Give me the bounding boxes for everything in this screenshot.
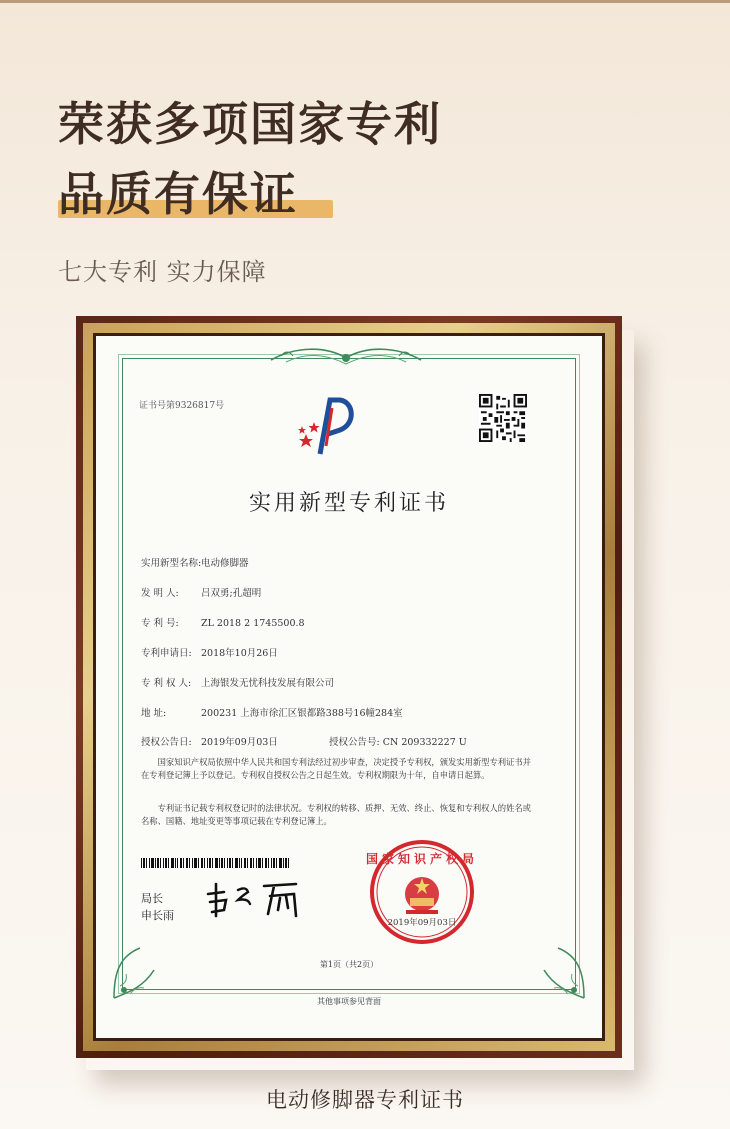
frame-gold-moulding bbox=[83, 323, 615, 1051]
field-label: 专 利 权 人: bbox=[141, 678, 192, 689]
field-value: 电动修脚器 bbox=[201, 558, 249, 569]
field-value: CN 209332227 U bbox=[382, 737, 467, 748]
patent-office-logo-icon bbox=[296, 394, 356, 456]
seal-text: 国家知识产权局 bbox=[366, 852, 479, 866]
field-label: 实用新型名称: bbox=[141, 558, 202, 569]
qr-code-icon bbox=[479, 394, 527, 442]
field-grant-date bbox=[141, 734, 278, 748]
barcode-icon bbox=[141, 858, 291, 868]
headline-line2-wrap bbox=[58, 158, 298, 224]
field-label: 授权公告日: bbox=[141, 737, 192, 748]
top-ornament-icon bbox=[266, 344, 426, 370]
field-patentee bbox=[141, 675, 334, 689]
field-value: 上海银发无忧科技发展有限公司 bbox=[201, 678, 335, 689]
field-name bbox=[141, 555, 249, 569]
seal-date: 2019年09月03日 bbox=[387, 918, 457, 928]
field-label: 授权公告号: bbox=[329, 737, 380, 748]
corner-ornament-bottom-right-icon bbox=[528, 942, 588, 1002]
certificate-title: 实用新型专利证书 bbox=[248, 491, 449, 516]
seal-text-layer bbox=[366, 836, 478, 948]
handwritten-signature-icon bbox=[204, 876, 314, 922]
certificate-frame bbox=[76, 316, 622, 1058]
signer-block bbox=[141, 890, 174, 924]
certificate-paper bbox=[96, 336, 602, 1038]
field-label: 专 利 号: bbox=[141, 618, 179, 629]
certificate-paragraph-2: 专利证书记载专利权登记时的法律状况。专利权的转移、质押、无效、终止、恢复和专利权人的姓名或名称、国籍、地址变更等事项记载在专利登记簿上。 bbox=[141, 803, 531, 826]
certificate-caption: 电动修脚器专利证书 bbox=[266, 1088, 464, 1112]
headline-line1: 荣获多项国家专利 bbox=[58, 97, 442, 151]
field-value: 200231 上海市徐汇区银都路388号16幢284室 bbox=[201, 708, 403, 719]
signer-name: 申长雨 bbox=[141, 909, 174, 922]
page-number: 第1页（共2页） bbox=[319, 960, 379, 969]
field-address bbox=[141, 705, 403, 719]
footer-note: 其他事项参见背面 bbox=[317, 997, 381, 1006]
corner-ornament-bottom-left-icon bbox=[110, 942, 170, 1002]
signer-title: 局长 bbox=[141, 892, 163, 905]
field-value: 吕双勇;孔超明 bbox=[201, 588, 262, 599]
field-label: 专利申请日: bbox=[141, 648, 192, 659]
headline-line2: 品质有保证 bbox=[58, 167, 298, 221]
frame-inner-edge bbox=[93, 333, 605, 1041]
field-application-date bbox=[141, 645, 278, 659]
certificate-paragraph-1: 国家知识产权局依照中华人民共和国专利法经过初步审查，决定授予专利权，颁发实用新型专利证书并在专利登记簿上予以登记。专利权自授权公告之日起生效。专利权期限为十年，自申请日起算。 bbox=[141, 757, 531, 780]
top-rule bbox=[0, 0, 730, 3]
field-patent-number bbox=[141, 615, 305, 629]
field-inventor bbox=[141, 585, 261, 599]
field-label: 地 址: bbox=[141, 708, 167, 719]
field-value: 2018年10月26日 bbox=[201, 648, 278, 659]
field-announce-number bbox=[329, 734, 467, 748]
field-value: ZL 2018 2 1745500.8 bbox=[201, 618, 305, 629]
headline-subtitle: 七大专利 实力保障 bbox=[58, 258, 267, 286]
field-label: 发 明 人: bbox=[141, 588, 179, 599]
certificate-number: 证书号第9326817号 bbox=[139, 401, 225, 411]
field-value: 2019年09月03日 bbox=[201, 737, 278, 748]
